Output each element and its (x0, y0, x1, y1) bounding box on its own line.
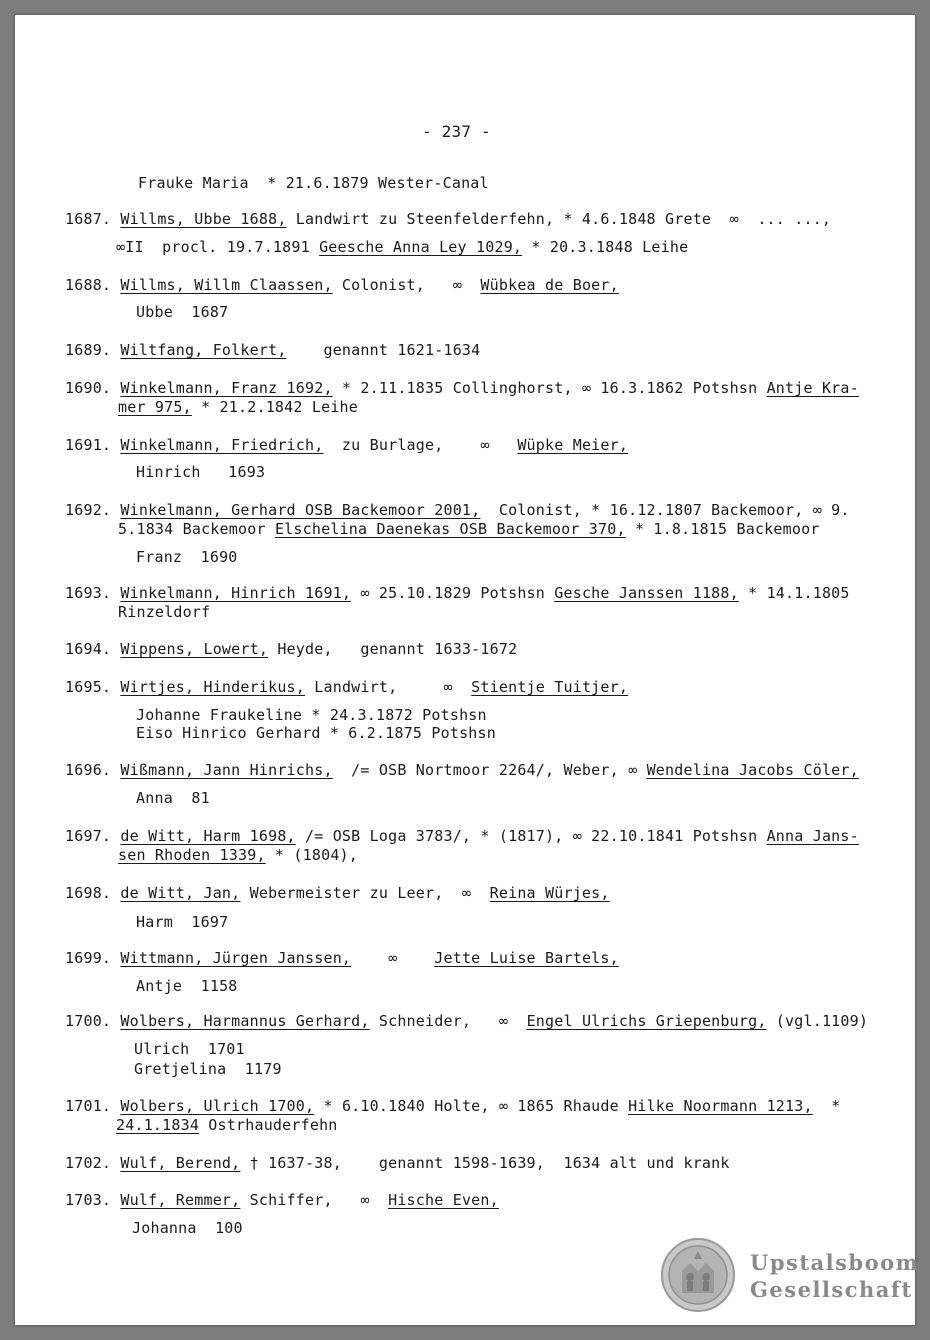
underlined-name: Jette Luise Bartels, (434, 949, 619, 967)
document-line (65, 827, 859, 845)
underlined-name: mer 975, (118, 398, 192, 416)
line-text: * 1.8.1815 Backemoor (625, 520, 820, 538)
underlined-name: Wolbers, Harmannus Gerhard, (120, 1012, 370, 1030)
line-text: ∞II procl. 19.7.1891 (116, 238, 320, 256)
line-text: /= OSB Loga 3783/, * (1817), ∞ 22.10.1841 Potshsn (295, 827, 767, 845)
underlined-name: Antje Kra- (766, 379, 859, 397)
document-line (65, 276, 619, 294)
line-text: Rinzeldorf (118, 603, 211, 621)
document-line (65, 210, 831, 228)
underlined-name: Wulf, Remmer, (120, 1191, 241, 1209)
document-line (65, 949, 619, 967)
upstalsboom-logo (660, 1237, 920, 1313)
underlined-name: de Witt, Jan, (120, 884, 241, 902)
document-line (65, 436, 628, 454)
line-text: Johanne Fraukeline * 24.3.1872 Potshsn (136, 706, 487, 724)
document-line (136, 303, 228, 321)
line-text: 1689. (65, 341, 121, 359)
document-line (65, 1154, 730, 1172)
underlined-name: Wirtjes, Hinderikus, (120, 678, 306, 696)
document-line (65, 584, 850, 602)
line-text: † 1637-38, genannt 1598-1639, 1634 alt und krank (240, 1154, 730, 1172)
line-text: 1703. (65, 1191, 121, 1209)
document-line (136, 789, 210, 807)
line-text: 1699. (65, 949, 121, 967)
document-line (116, 1116, 338, 1134)
underlined-name: Stientje Tuitjer, (471, 678, 629, 696)
underlined-name: Winkelmann, Gerhard OSB Backemoor 2001, (120, 501, 481, 519)
line-text: Johanna 100 (132, 1219, 243, 1237)
line-text: zu Burlage, ∞ (323, 436, 518, 454)
underlined-name: Elschelina Daenekas OSB Backemoor 370, (274, 520, 626, 538)
document-line (118, 520, 820, 538)
line-text: 1698. (65, 884, 121, 902)
underlined-name: de Witt, Harm 1698, (120, 827, 296, 845)
document-line (65, 341, 480, 359)
underlined-name: Wittmann, Jürgen Janssen, (120, 949, 352, 967)
underlined-name: Hische Even, (388, 1191, 499, 1209)
underlined-name: Engel Ulrichs Griepenburg, (526, 1012, 767, 1030)
line-text: Franz 1690 (136, 548, 238, 566)
document-line (65, 379, 859, 397)
document-line (136, 548, 238, 566)
line-text: Antje 1158 (136, 977, 238, 995)
line-text: * (1804), (265, 846, 359, 864)
line-text: 1690. (65, 379, 121, 397)
line-text: Ulrich 1701 (134, 1040, 245, 1058)
underlined-name: Wiltfang, Folkert, (120, 341, 287, 359)
line-text: Hinrich 1693 (136, 463, 266, 481)
line-text: Colonist, ∞ (332, 276, 481, 294)
line-text: Anna 81 (136, 789, 210, 807)
document-line (118, 846, 358, 864)
line-text: Gretjelina 1179 (134, 1060, 282, 1078)
line-text: ∞ 25.10.1829 Potshsn (351, 584, 555, 602)
document-line (116, 238, 688, 256)
seal-emblem-icon (660, 1237, 736, 1313)
line-text: Eiso Hinrico Gerhard * 6.2.1875 Potshsn (136, 724, 496, 742)
document-line (65, 640, 517, 658)
line-text: * 21.2.1842 Leihe (191, 398, 359, 416)
line-text: 1696. (65, 761, 121, 779)
line-text: Landwirt zu Steenfelderfehn, * 4.6.1848 Grete ∞ ... ..., (286, 210, 832, 228)
line-text: * 6.10.1840 Holte, ∞ 1865 Rhaude (314, 1097, 629, 1115)
document-line (118, 398, 358, 416)
document-line (65, 884, 610, 902)
line-text: 1693. (65, 584, 121, 602)
document-line (136, 913, 228, 931)
underlined-name: Geesche Anna Ley 1029, (319, 238, 523, 256)
underlined-name: Winkelmann, Franz 1692, (120, 379, 333, 397)
underlined-name: Wüpke Meier, (517, 436, 629, 454)
line-text: 1694. (65, 640, 121, 658)
line-text: Ubbe 1687 (136, 303, 229, 321)
document-line (136, 706, 487, 724)
underlined-name: Winkelmann, Friedrich, (120, 436, 324, 454)
line-text: 1695. (65, 678, 121, 696)
underlined-name: sen Rhoden 1339, (118, 846, 266, 864)
document-line (138, 174, 489, 192)
underlined-name: Wulf, Berend, (120, 1154, 241, 1172)
document-line (65, 761, 859, 779)
line-text: * 2.11.1835 Collinghorst, ∞ 16.3.1862 Potshsn (332, 379, 767, 397)
line-text: Colonist, * 16.12.1807 Backemoor, ∞ 9. (480, 501, 850, 519)
logo-line-1: Upstalsboom (750, 1250, 920, 1275)
underlined-name: 24.1.1834 (116, 1116, 200, 1134)
underlined-name: Wendelina Jacobs Cöler, (646, 761, 859, 779)
line-text: Heyde, genannt 1633-1672 (268, 640, 518, 658)
document-line (65, 1097, 840, 1115)
document-line (65, 501, 850, 519)
underlined-name: Willms, Willm Claassen, (120, 276, 333, 294)
underlined-name: Reina Würjes, (489, 884, 610, 902)
line-text: * (812, 1097, 841, 1115)
line-text: (vgl.1109) (766, 1012, 869, 1030)
document-line (134, 1040, 245, 1058)
underlined-name: Wübkea de Boer, (480, 276, 619, 294)
document-line (65, 678, 628, 696)
line-text: Harm 1697 (136, 913, 229, 931)
underlined-name: Hilke Noormann 1213, (628, 1097, 813, 1115)
line-text: 1691. (65, 436, 121, 454)
line-text: 1687. (65, 210, 121, 228)
underlined-name: Winkelmann, Hinrich 1691, (120, 584, 352, 602)
document-line (134, 1060, 282, 1078)
document-line (136, 463, 265, 481)
line-text: genannt 1621-1634 (286, 341, 481, 359)
line-text: * 20.3.1848 Leihe (522, 238, 689, 256)
document-line (136, 724, 496, 742)
document-line (65, 1191, 499, 1209)
line-text: Schiffer, ∞ (240, 1191, 389, 1209)
line-text: 1702. (65, 1154, 121, 1172)
line-text: 1697. (65, 827, 121, 845)
document-line (132, 1219, 243, 1237)
line-text: 1688. (65, 276, 121, 294)
document-line (65, 1012, 868, 1030)
document-line (136, 977, 238, 995)
line-text: Landwirt, ∞ (305, 678, 472, 696)
underlined-name: Gesche Janssen 1188, (554, 584, 739, 602)
underlined-name: Wißmann, Jann Hinrichs, (120, 761, 333, 779)
underlined-name: Wippens, Lowert, (120, 640, 269, 658)
line-text: Webermeister zu Leer, ∞ (240, 884, 490, 902)
line-text: 1700. (65, 1012, 121, 1030)
line-text: * 14.1.1805 (738, 584, 850, 602)
line-text: 1701. (65, 1097, 121, 1115)
underlined-name: Willms, Ubbe 1688, (120, 210, 287, 228)
logo-line-2: Gesellschaft (750, 1277, 913, 1302)
document-line (118, 603, 210, 621)
underlined-name: Anna Jans- (766, 827, 859, 845)
underlined-name: Wolbers, Ulrich 1700, (120, 1097, 315, 1115)
line-text: Schneider, ∞ (369, 1012, 527, 1030)
line-text: Frauke Maria * 21.6.1879 Wester-Canal (138, 174, 489, 192)
line-text: Ostrhauderfehn (199, 1116, 338, 1134)
line-text: /= OSB Nortmoor 2264/, Weber, ∞ (332, 761, 647, 779)
line-text: 5.1834 Backemoor (118, 520, 275, 538)
line-text: ∞ (351, 949, 435, 967)
document-page (15, 15, 920, 1325)
line-text: 1692. (65, 501, 121, 519)
page-number: - 237 - (422, 122, 491, 141)
